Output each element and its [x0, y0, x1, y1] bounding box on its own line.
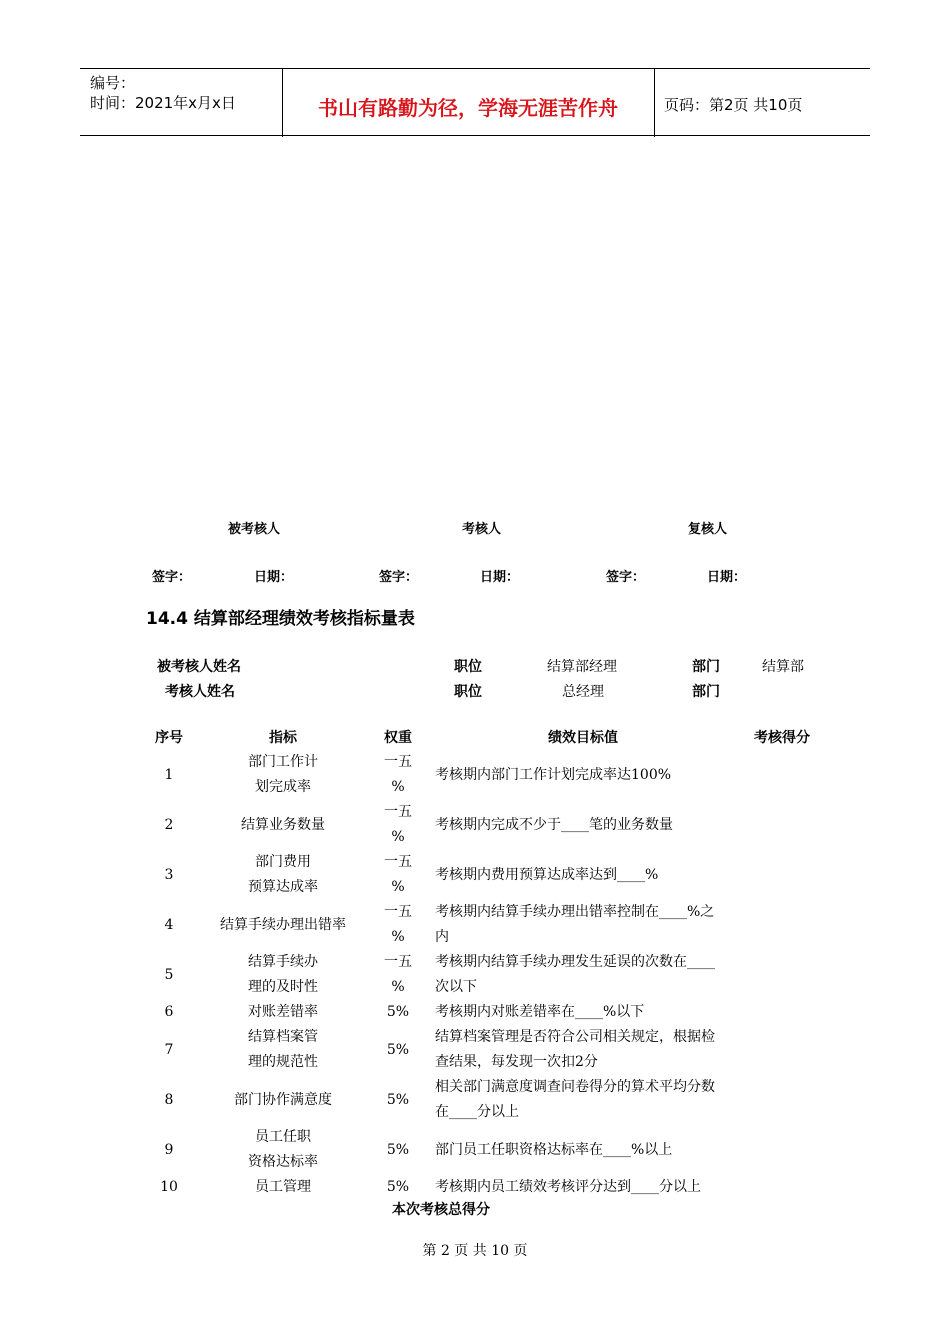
indicator-cell — [205, 750, 361, 800]
target-cell-line: 查结果，每发现一次扣2分 — [435, 1054, 598, 1070]
target-cell-line: 部门员工任职资格达标率在____%以上 — [435, 1141, 673, 1158]
target-cell-line: 考核期内对账差错率在____%以下 — [435, 1004, 645, 1020]
weight-cell-line: % — [391, 979, 405, 995]
row-number: 8 — [164, 1091, 174, 1108]
indicator-cell — [205, 913, 361, 938]
target-cell — [435, 813, 735, 838]
sign-label: 签字： — [379, 570, 419, 585]
page-footer: 第 2 页 共 10 页 — [422, 1243, 528, 1259]
target-cell-line: 考核期内完成不少于____笔的业务数量 — [435, 816, 673, 833]
weight-cell — [370, 1000, 426, 1025]
indicator-cell-line: 员工管理 — [255, 1179, 311, 1195]
weight-cell-line: % — [391, 779, 405, 795]
weight-cell-line: 5% — [386, 1004, 410, 1020]
row-number: 2 — [164, 816, 174, 833]
row-number: 9 — [164, 1141, 174, 1158]
weight-cell-line: % — [391, 929, 405, 945]
indicator-cell — [205, 813, 361, 838]
assessor-position: 总经理 — [562, 684, 604, 700]
weight-cell — [370, 1038, 426, 1063]
assessee-name-label: 被考核人姓名 — [157, 659, 241, 675]
indicator-cell-line: 部门费用 — [255, 854, 311, 870]
target-cell-line: 考核期内员工绩效考核评分达到____分以上 — [435, 1179, 701, 1195]
indicator-cell-line: 部门协作满意度 — [234, 1091, 332, 1108]
date-label: 日期： — [480, 570, 520, 585]
indicator-cell — [205, 1025, 361, 1075]
weight-cell-line: 一五 — [384, 954, 412, 970]
target-cell-line: 结算档案管理是否符合公司相关规定，根据检 — [435, 1029, 715, 1045]
indicator-cell-line: 结算手续办 — [248, 954, 318, 970]
date-label: 日期： — [707, 570, 747, 585]
header-motto: 书山有路勤为径，学海无涯苦作舟 — [318, 96, 618, 120]
weight-cell-line: % — [391, 829, 405, 845]
indicator-cell-line: 结算手续办理出错率 — [220, 916, 346, 933]
target-cell — [435, 763, 735, 788]
target-cell-line: 考核期内部门工作计划完成率达100% — [435, 766, 672, 783]
weight-cell — [370, 850, 426, 900]
header-indicator: 指标 — [269, 730, 297, 746]
assessee-department: 结算部 — [762, 659, 804, 675]
indicator-cell-line: 理的规范性 — [248, 1054, 318, 1070]
target-cell — [435, 863, 735, 888]
sign-label: 签字： — [606, 570, 646, 585]
target-cell — [435, 1025, 735, 1075]
target-cell — [435, 1175, 735, 1200]
indicator-cell-line: 划完成率 — [255, 779, 311, 795]
row-number: 5 — [164, 966, 174, 983]
target-cell-line: 相关部门满意度调查问卷得分的算术平均分数 — [435, 1079, 715, 1095]
weight-cell-line: 5% — [386, 1091, 410, 1108]
target-cell-line: 考核期内费用预算达成率达到____% — [435, 866, 659, 883]
page-header — [80, 68, 870, 136]
row-number: 4 — [164, 916, 174, 933]
indicator-cell-line: 结算业务数量 — [241, 816, 325, 833]
weight-cell-line: 一五 — [384, 904, 412, 920]
indicator-cell-line: 部门工作计 — [248, 754, 318, 770]
section-title: 14.4 结算部经理绩效考核指标量表 — [146, 609, 415, 629]
header-weight: 权重 — [384, 730, 412, 746]
total-score-label: 本次考核总得分 — [392, 1202, 490, 1218]
target-cell — [435, 1000, 735, 1025]
indicator-cell-line: 理的及时性 — [248, 979, 318, 995]
role-assessee: 被考核人 — [228, 522, 281, 537]
weight-cell-line: 一五 — [384, 754, 412, 770]
header-meta — [90, 73, 236, 113]
document-time-label: 时间：2021年x月x日 — [90, 94, 236, 112]
header-no: 序号 — [155, 730, 183, 746]
target-cell-line: 在____分以上 — [435, 1104, 519, 1120]
indicator-cell — [205, 950, 361, 1000]
weight-cell-line: % — [391, 879, 405, 895]
document-number-label: 编号： — [90, 74, 136, 92]
position-label: 职位 — [454, 659, 482, 675]
weight-cell — [370, 1175, 426, 1200]
weight-cell — [370, 950, 426, 1000]
assessor-name-label: 考核人姓名 — [165, 684, 235, 700]
header-target: 绩效目标值 — [548, 730, 618, 746]
assessee-position: 结算部经理 — [547, 659, 617, 675]
weight-cell — [370, 1088, 426, 1113]
weight-cell — [370, 800, 426, 850]
target-cell — [435, 1138, 735, 1163]
weight-cell-line: 5% — [386, 1179, 410, 1195]
role-reviewer: 复核人 — [688, 522, 728, 537]
row-number: 1 — [164, 766, 174, 783]
row-number: 3 — [164, 866, 174, 883]
indicator-cell-line: 结算档案管 — [248, 1029, 318, 1045]
weight-cell-line: 一五 — [384, 854, 412, 870]
row-number: 6 — [164, 1004, 174, 1020]
indicator-cell — [205, 1000, 361, 1025]
indicator-cell-line: 员工任职 — [255, 1129, 311, 1145]
target-cell — [435, 1075, 735, 1125]
weight-cell — [370, 900, 426, 950]
sign-label: 签字： — [152, 570, 192, 585]
department-label: 部门 — [692, 659, 720, 675]
weight-cell — [370, 750, 426, 800]
indicator-cell-line: 预算达成率 — [248, 879, 318, 895]
department-label: 部门 — [692, 684, 720, 700]
row-number: 10 — [160, 1179, 178, 1195]
date-label: 日期： — [254, 570, 294, 585]
row-number: 7 — [164, 1041, 174, 1058]
weight-cell-line: 5% — [386, 1141, 410, 1158]
indicator-cell — [205, 1175, 361, 1200]
weight-cell-line: 5% — [386, 1041, 410, 1058]
target-cell — [435, 950, 735, 1000]
role-assessor: 考核人 — [462, 522, 502, 537]
target-cell-line: 考核期内结算手续办理发生延误的次数在____ — [435, 954, 715, 970]
target-cell — [435, 900, 735, 950]
position-label: 职位 — [454, 684, 482, 700]
target-cell-line: 内 — [435, 929, 449, 945]
header-page-number: 页码：第2页 共10页 — [664, 96, 803, 114]
header-score: 考核得分 — [754, 730, 810, 746]
target-cell-line: 次以下 — [435, 979, 477, 995]
indicator-cell-line: 对账差错率 — [248, 1004, 318, 1020]
indicator-cell — [205, 1125, 361, 1175]
weight-cell — [370, 1138, 426, 1163]
indicator-cell-line: 资格达标率 — [248, 1154, 318, 1170]
target-cell-line: 考核期内结算手续办理出错率控制在____%之 — [435, 904, 715, 920]
weight-cell-line: 一五 — [384, 804, 412, 820]
indicator-cell — [205, 850, 361, 900]
indicator-cell — [205, 1088, 361, 1113]
header-divider — [654, 69, 655, 137]
